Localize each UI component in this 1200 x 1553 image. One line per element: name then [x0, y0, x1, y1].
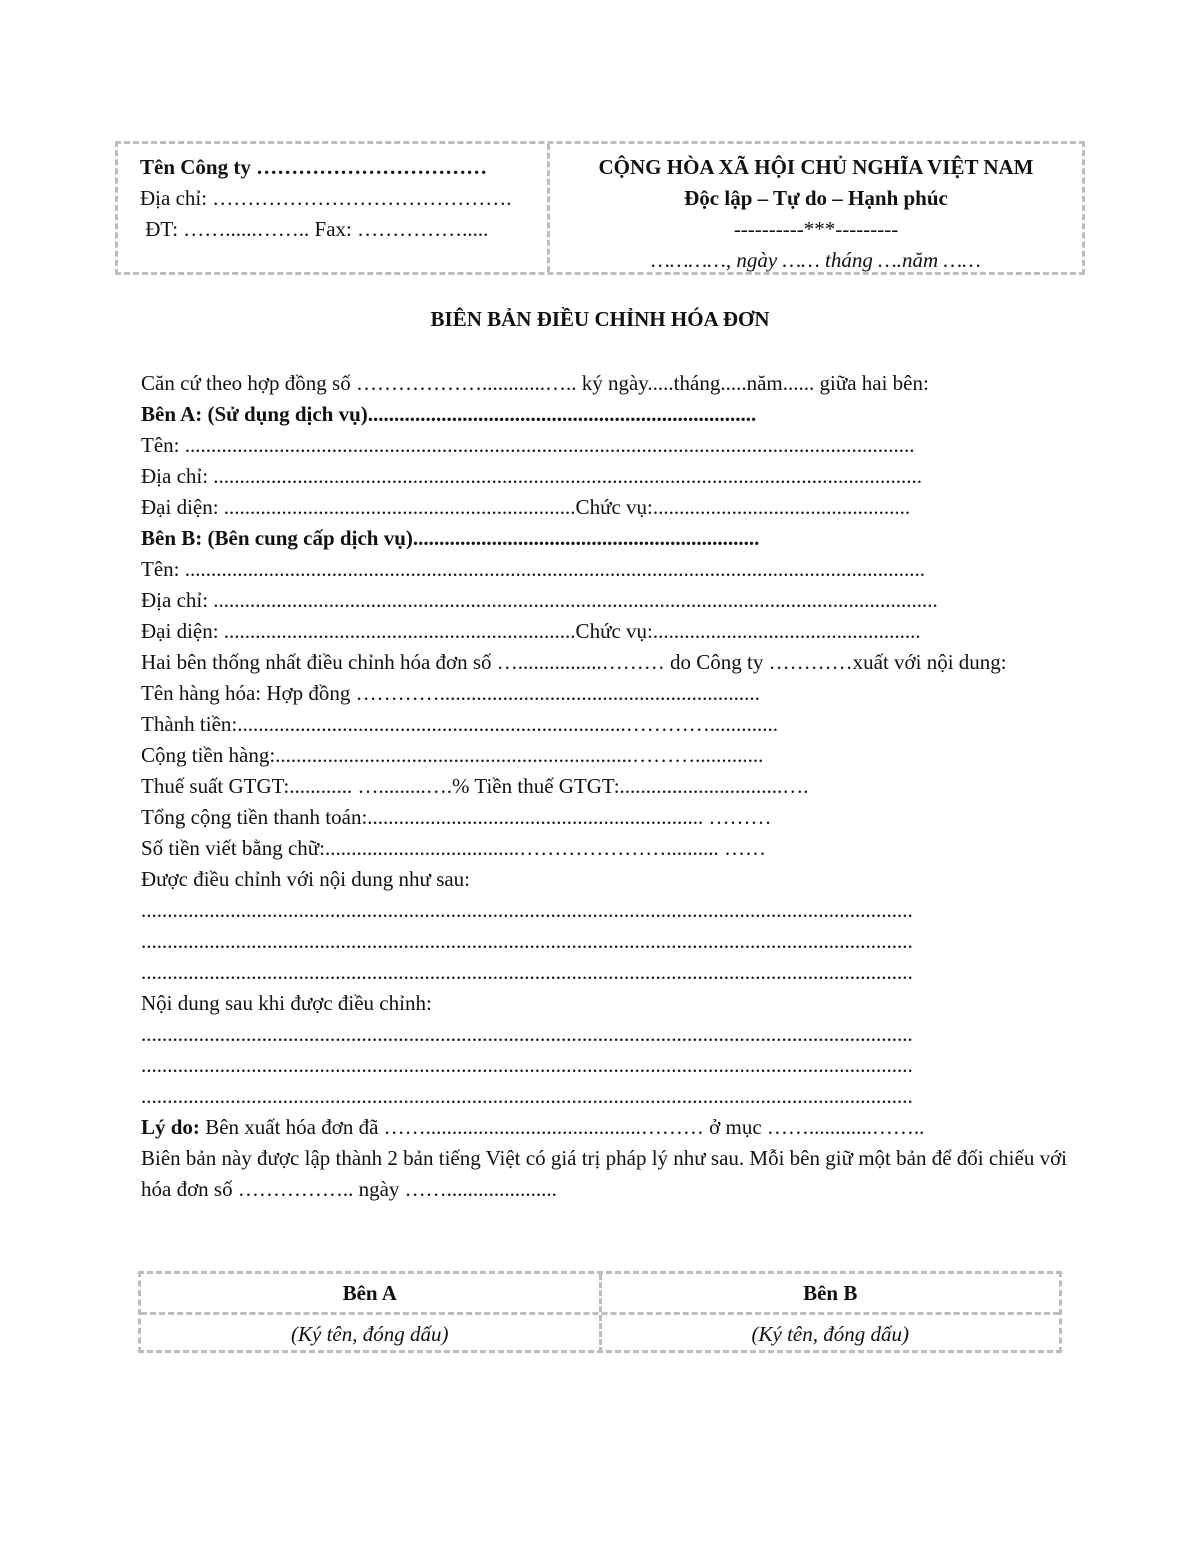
party-a-representative: Đại diện: ...................................................................Chức vụ:.................................................	[141, 495, 911, 519]
national-heading	[550, 144, 1082, 272]
dotted-line: ...................................................................................................................................................	[141, 960, 913, 984]
nation-name: CỘNG HÒA XÃ HỘI CHỦ NGHĨA VIỆT NAM	[598, 155, 1034, 179]
after-adjustment-heading: Nội dung sau khi được điều chỉnh:	[141, 991, 432, 1015]
amount-line: Thành tiền:..........................................................................………….............	[141, 712, 778, 736]
company-info	[118, 144, 550, 272]
amount-in-words-line: Số tiền viết bằng chữ:.....................................………………….......... ……	[141, 836, 767, 860]
dotted-line: ...................................................................................................................................................	[141, 898, 913, 922]
dotted-line: ...................................................................................................................................................	[141, 1053, 913, 1077]
party-a-signature-note: (Ký tên, đóng dấu)	[291, 1322, 449, 1346]
reason-text: Bên xuất hóa đơn đã …….........................................……… ở mục ……............……..	[199, 1115, 925, 1139]
party-a-heading: Bên A: (Sử dụng dịch vụ)..........................................................................	[141, 402, 757, 426]
reason-label: Lý do:	[141, 1115, 200, 1139]
dotted-line: ...................................................................................................................................................	[141, 929, 913, 953]
signature-header-row	[141, 1274, 1059, 1312]
party-b-signature-label: Bên B	[599, 1274, 1060, 1312]
party-b-signature-note: (Ký tên, đóng dấu)	[599, 1315, 1060, 1353]
party-a-signature-label: Bên A	[342, 1281, 397, 1305]
party-b-address: Địa chỉ: ..........................................................................................................................................	[141, 588, 938, 612]
goods-name-line: Tên hàng hóa: Hợp đồng ………….............................................................	[141, 681, 760, 705]
company-address: Địa chỉ: …………………………………….	[140, 186, 512, 210]
party-a-name: Tên: ...........................................................................................................................................	[141, 433, 915, 457]
closing-statement: Biên bản này được lập thành 2 bản tiếng Việt có giá trị pháp lý như sau. Mỗi bên giữ một bản để đối chiếu với hóa đơn số …………….. ngày …….....................	[141, 1146, 1068, 1201]
party-a-address: Địa chỉ: .......................................................................................................................................	[141, 464, 923, 488]
vat-line: Thuế suất GTGT:............ ….........….% Tiền thuế GTGT:...............................….	[141, 774, 809, 798]
national-motto: Độc lập – Tự do – Hạnh phúc	[684, 186, 948, 210]
document-body	[141, 368, 1071, 1205]
contract-line: Căn cứ theo hợp đồng số ………………............….. ký ngày.....tháng.....năm...... giữa hai bên:	[141, 371, 929, 395]
party-b-heading: Bên B: (Bên cung cấp dịch vụ)..................................................................	[141, 526, 760, 550]
goods-total-line: Cộng tiền hàng:....................................................................……….............	[141, 743, 764, 767]
header-box	[115, 141, 1085, 275]
heading-separator: ----------***---------	[733, 217, 899, 241]
signature-table	[138, 1271, 1062, 1353]
document-title: BIÊN BẢN ĐIỀU CHỈNH HÓA ĐƠN	[430, 307, 770, 331]
company-name: Tên Công ty ……………………………	[140, 155, 488, 179]
adjusted-content-heading: Được điều chỉnh với nội dung như sau:	[141, 867, 471, 891]
reason-line	[141, 1112, 1071, 1143]
party-b-name: Tên: .............................................................................................................................................	[141, 557, 925, 581]
dotted-line: ...................................................................................................................................................	[141, 1022, 913, 1046]
company-phone-fax: ĐT: ……......…….. Fax: …………….....	[140, 217, 489, 241]
signature-note-row	[141, 1312, 1059, 1353]
agreement-line: Hai bên thống nhất điều chỉnh hóa đơn số …................……… do Công ty …………xuất với nội dung:	[141, 650, 1007, 674]
dotted-line: ...................................................................................................................................................	[141, 1084, 913, 1108]
grand-total-line: Tổng cộng tiền thanh toán:................................................................ ………	[141, 805, 772, 829]
party-b-representative: Đại diện: ...................................................................Chức vụ:...................................................	[141, 619, 921, 643]
date-line: …………, ngày …… tháng ….năm ……	[651, 248, 981, 272]
